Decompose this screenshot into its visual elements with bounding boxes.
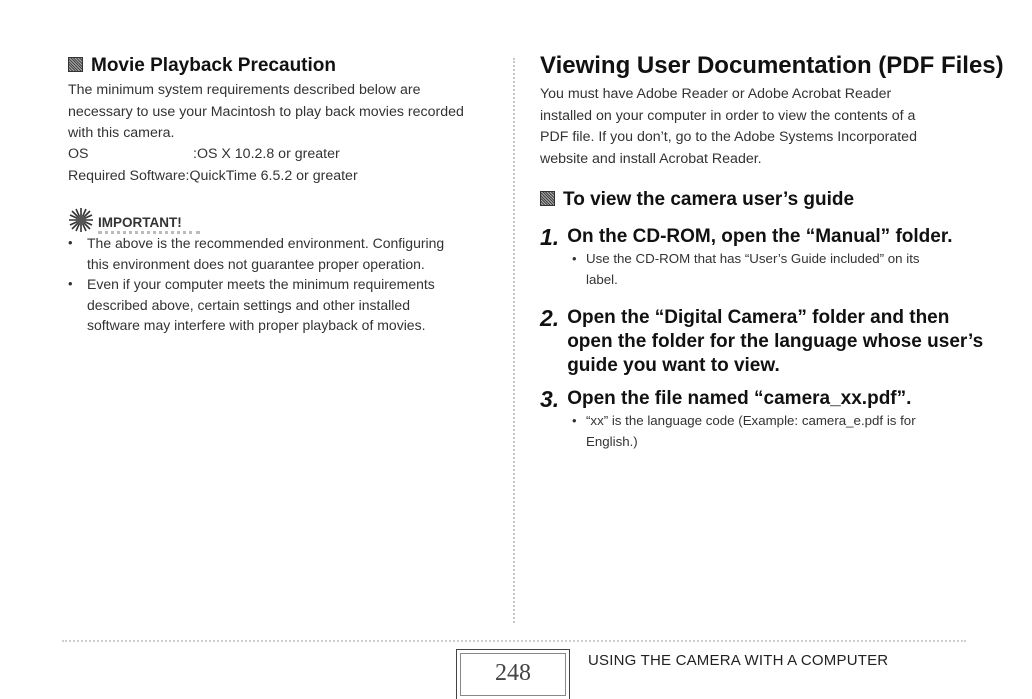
bullet-line: • The above is the recommended environment. Configuring [87, 235, 445, 251]
bullet-line: • Even if your computer meets the minimum requirements [87, 276, 435, 292]
important-bullets [58, 233, 498, 336]
step-1-bullets [540, 249, 980, 290]
step-3-bullets [540, 411, 980, 452]
view-guide-heading-text: To view the camera user’s guide [563, 189, 855, 210]
step-3 [540, 387, 911, 414]
step-text [567, 306, 983, 378]
bullet-line: this environment does not guarantee proper operation. [87, 255, 425, 272]
bullet-line: label. [586, 271, 618, 287]
requirement-row [68, 166, 498, 188]
intro-line: website and install Acrobat Reader. [540, 150, 762, 167]
step-number: 3. [540, 386, 560, 412]
step-text: On the CD-ROM, open the “Manual” folder. [567, 226, 953, 247]
intro-line: necessary to use your Macintosh to play back movies recorded [68, 103, 464, 120]
bullet-line: • Use the CD-ROM that has “User’s Guide included” on its [586, 251, 920, 266]
list-item [540, 411, 980, 452]
step-number: 2. [540, 305, 560, 331]
page-title: Viewing User Documentation (PDF Files) [540, 52, 1004, 79]
step-number: 1. [540, 224, 560, 250]
movie-playback-heading-text: Movie Playback Precaution [91, 55, 336, 76]
list-item [58, 274, 498, 336]
step-2 [540, 306, 983, 378]
requirement-label: OS [68, 146, 89, 162]
square-hatched-icon [68, 57, 83, 72]
bullet-line: software may interfere with proper playback of movies. [87, 317, 426, 333]
intro-line: PDF file. If you don’t, go to the Adobe Systems Incorporated [540, 129, 917, 145]
movie-playback-heading [68, 55, 336, 77]
view-guide-heading [540, 189, 854, 211]
footer-divider [62, 640, 966, 642]
intro-line: with this camera. [68, 125, 175, 141]
step-text: Open the file named “camera_xx.pdf”. [567, 388, 912, 409]
movie-playback-intro [68, 80, 498, 145]
starburst-icon [68, 207, 94, 233]
requirement-value: :QuickTime 6.5.2 or greater [185, 167, 358, 184]
intro-line: The minimum system requirements described below are [68, 82, 421, 98]
square-hatched-icon [540, 191, 555, 206]
intro-line: You must have Adobe Reader or Adobe Acrobat Reader [540, 86, 892, 102]
list-item [58, 233, 498, 274]
bullet-line: described above, certain settings and other installed [87, 296, 410, 313]
requirement-label: Required Software [68, 167, 186, 184]
step-1 [540, 225, 952, 252]
requirement-value: :OS X 10.2.8 or greater [193, 146, 340, 162]
column-divider [513, 58, 515, 623]
page-number: 248 [456, 649, 570, 699]
list-item [540, 249, 980, 290]
important-label: IMPORTANT! [98, 215, 200, 234]
requirement-row [68, 144, 498, 166]
step-line: Open the “Digital Camera” folder and then [567, 307, 950, 328]
bullet-line: • “xx” is the language code (Example: camera_e.pdf is for [586, 413, 916, 428]
intro-line: installed on your computer in order to view the contents of a [540, 107, 916, 124]
step-line: guide you want to view. [567, 355, 780, 376]
footer-section-title: USING THE CAMERA WITH A COMPUTER [588, 652, 889, 669]
bullet-line: English.) [586, 433, 638, 449]
pdf-intro [540, 84, 1000, 170]
requirements-table [68, 144, 498, 187]
step-line: open the folder for the language whose user’s [567, 331, 984, 352]
